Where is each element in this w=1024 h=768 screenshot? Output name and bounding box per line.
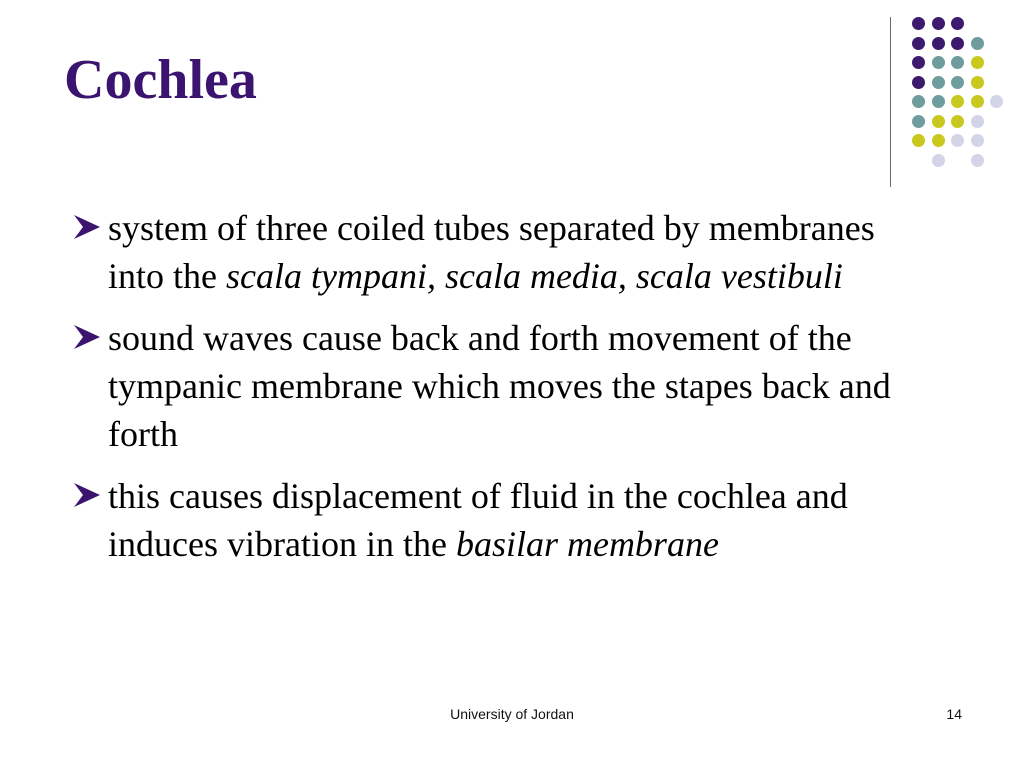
slide-title: Cochlea — [64, 49, 257, 111]
decorative-dot — [912, 56, 925, 69]
slide-number: 14 — [946, 706, 962, 722]
arrowhead-bullet-icon — [72, 204, 102, 252]
title-divider-line — [890, 17, 891, 187]
decorative-dot — [990, 95, 1003, 108]
decorative-dot — [912, 115, 925, 128]
decorative-dot — [971, 134, 984, 147]
decorative-dot — [951, 76, 964, 89]
arrowhead-bullet-icon — [72, 314, 102, 362]
decorative-dot — [932, 115, 945, 128]
decorative-dot — [971, 37, 984, 50]
bullet-item — [72, 314, 912, 458]
decorative-dot — [912, 95, 925, 108]
decorative-dot — [971, 154, 984, 167]
bullet-text: system of three coiled tubes separated by membranes into the — [108, 208, 875, 296]
bullet-item — [72, 204, 912, 300]
bullet-text: this causes displacement of fluid in the cochlea and induces vibration in the — [108, 476, 848, 564]
decorative-dot — [971, 95, 984, 108]
decorative-dot — [912, 37, 925, 50]
bullet-italic-text: scala tympani, scala media, scala vestibuli — [225, 256, 843, 296]
decorative-dot — [912, 134, 925, 147]
decorative-dot — [951, 37, 964, 50]
decorative-dot — [912, 17, 925, 30]
bullet-text: sound waves cause back and forth movement of the tympanic membrane which moves the stapes back and forth — [108, 318, 891, 454]
decorative-dot — [951, 17, 964, 30]
arrowhead-bullet-icon — [72, 472, 102, 520]
decorative-dot — [971, 115, 984, 128]
decorative-dot — [951, 56, 964, 69]
bullet-list — [72, 204, 912, 582]
decorative-dot — [951, 95, 964, 108]
decorative-dot — [971, 76, 984, 89]
decorative-dot — [951, 115, 964, 128]
bullet-italic-text: basilar membrane — [455, 524, 719, 564]
decorative-dot — [951, 134, 964, 147]
decorative-dot — [932, 134, 945, 147]
decorative-dot — [932, 17, 945, 30]
decorative-dot — [971, 56, 984, 69]
decorative-dot — [932, 76, 945, 89]
decorative-dot — [932, 154, 945, 167]
decorative-dot — [912, 76, 925, 89]
decorative-dot — [932, 95, 945, 108]
decorative-dot — [932, 56, 945, 69]
decorative-dot — [932, 37, 945, 50]
bullet-item — [72, 472, 912, 568]
footer-institution: University of Jordan — [450, 706, 574, 722]
